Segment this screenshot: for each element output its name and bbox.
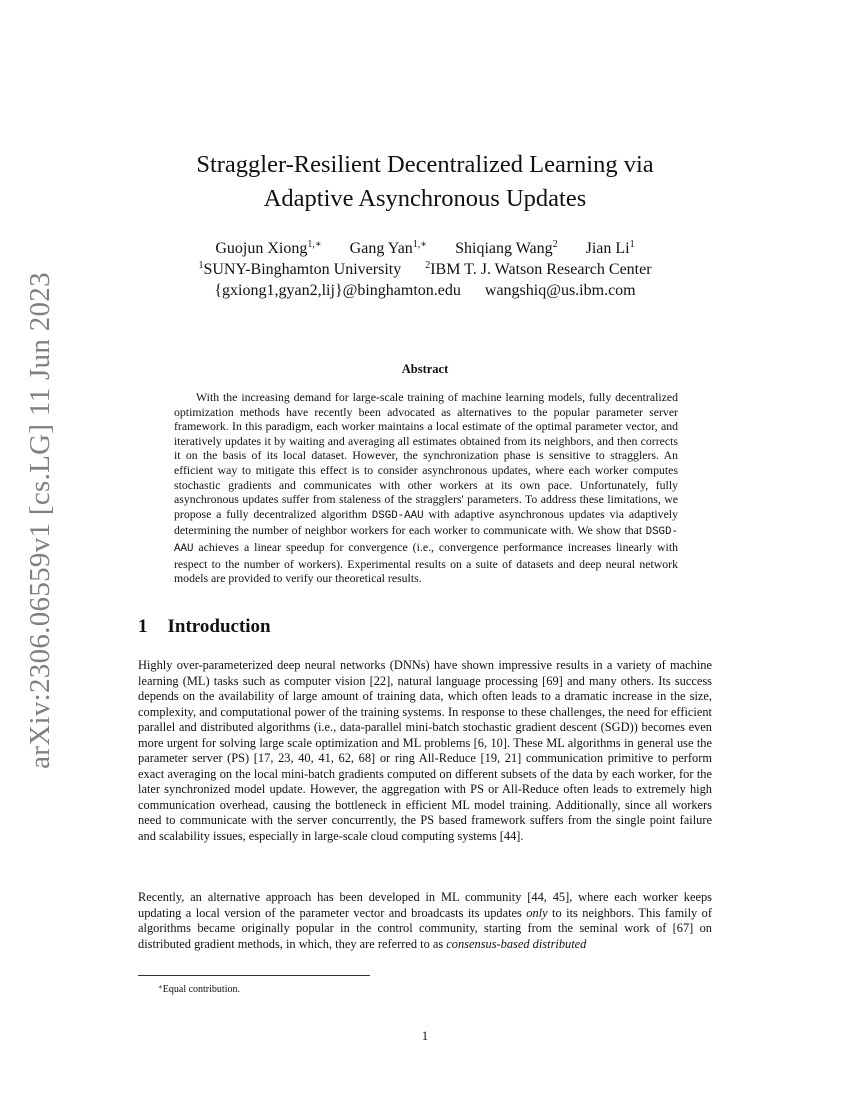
affiliation: $^2$IBM T. J. Watson Research Center	[425, 260, 652, 278]
author: Gang Yan$^{1,∗}$	[349, 239, 428, 257]
footnote-rule	[138, 975, 370, 976]
author: Shiqiang Wang$^2$	[455, 239, 558, 257]
author-names	[100, 238, 750, 259]
algorithm-name: DSGD-AAU	[371, 509, 424, 522]
page-number: 1	[421, 1029, 429, 1043]
abstract-body: With the increasing demand for large-scale training of machine learning models, fully decentralized optimization methods have recently been advocated as alternatives to the popular parameter server framework. In this paradigm, each worker maintains a local estimate of the optimal parameter vector, and iteratively updates it by waiting and averaging all estimates obtained from its neighbors, and then corrects it on the basis of its local dataset. However, the synchronization phase is sensitive to stragglers. An efficient way to mitigate this effect is to consider asynchronous updates, where each worker computes stochastic gradients and communicates with other workers at its own pace. Unfortunately, fully asynchronous updates suffer from staleness of the stragglers' parameters. To address these limitations, we propose a fully decentralized algorithm DSGD-AAU with adaptive asynchronous updates via adaptively determining the number of neighbor workers for each worker to communicate with. We show that DSGD-AAU achieves a linear speedup for convergence (i.e., convergence performance increases linearly with respect to the number of workers). Experimental results on a suite of datasets and deep neural network models are provided to verify our theoretical results.	[174, 390, 678, 586]
email: {gxiong1,gyan2,lij}@binghamton.edu	[214, 282, 461, 299]
author-emails	[100, 280, 750, 301]
paper-title	[130, 148, 720, 216]
email: wangshiq@us.ibm.com	[484, 282, 636, 299]
arxiv-identifier-text: arXiv:2306.06559v1 [cs.LG] 11 Jun 2023	[23, 271, 56, 769]
title-line-2: Adaptive Asynchronous Updates	[263, 185, 587, 212]
section-title: Introduction	[167, 616, 271, 637]
affiliations	[100, 259, 750, 280]
section-number: 1	[138, 616, 148, 637]
author: Jian Li$^1$	[585, 239, 635, 257]
body-paragraph: Recently, an alternative approach has been developed in ML community [44, 45], where each worker keeps updating a local version of the parameter vector and broadcasts its updates only to its neighbors. This family of algorithms became originally popular in the control community, starting from the seminal work of [67] on distributed gradient methods, in which, they are referred to as consensus-based distributed	[138, 890, 712, 951]
author: Guojun Xiong$^{1,∗}$	[215, 239, 322, 257]
title-line-1: Straggler-Resilient Decentralized Learning via	[196, 151, 654, 178]
footnote: ∗Equal contribution.	[158, 983, 240, 995]
affiliation: $^1$SUNY-Binghamton University	[198, 260, 402, 278]
algorithm-name: DSGD-AAU	[174, 526, 678, 555]
author-block	[100, 238, 750, 301]
body-paragraph: Highly over-parameterized deep neural networks (DNNs) have shown impressive results in a variety of machine learning (ML) tasks such as computer vision [22], natural language processing [69] and many others. Its success depends on the availability of large amount of training data, which often leads to a dramatic increase in the size, complexity, and computational power of the training systems. In response to these challenges, the need for efficient parallel and distributed algorithms (i.e., data-parallel mini-batch stochastic gradient descent (SGD)) becomes even more urgent for solving large scale optimization and ML problems [6, 10]. These ML algorithms in general use the parameter server (PS) [17, 23, 40, 41, 62, 68] or ring All-Reduce [19, 21] communication primitive to perform exact averaging on the local mini-batch gradients computed on different subsets of the data by each worker, for the later synchronized model update. However, the aggregation with PS or All-Reduce often leads to extremely high communication overhead, causing the bottleneck in efficient ML model training. Additionally, since all workers need to communicate with the server concurrently, the PS based framework suffers from the single point failure and scalability issues, especially in large-scale cloud computing systems [44].	[138, 658, 712, 843]
section-heading	[138, 616, 271, 638]
abstract-heading: Abstract	[401, 362, 449, 376]
